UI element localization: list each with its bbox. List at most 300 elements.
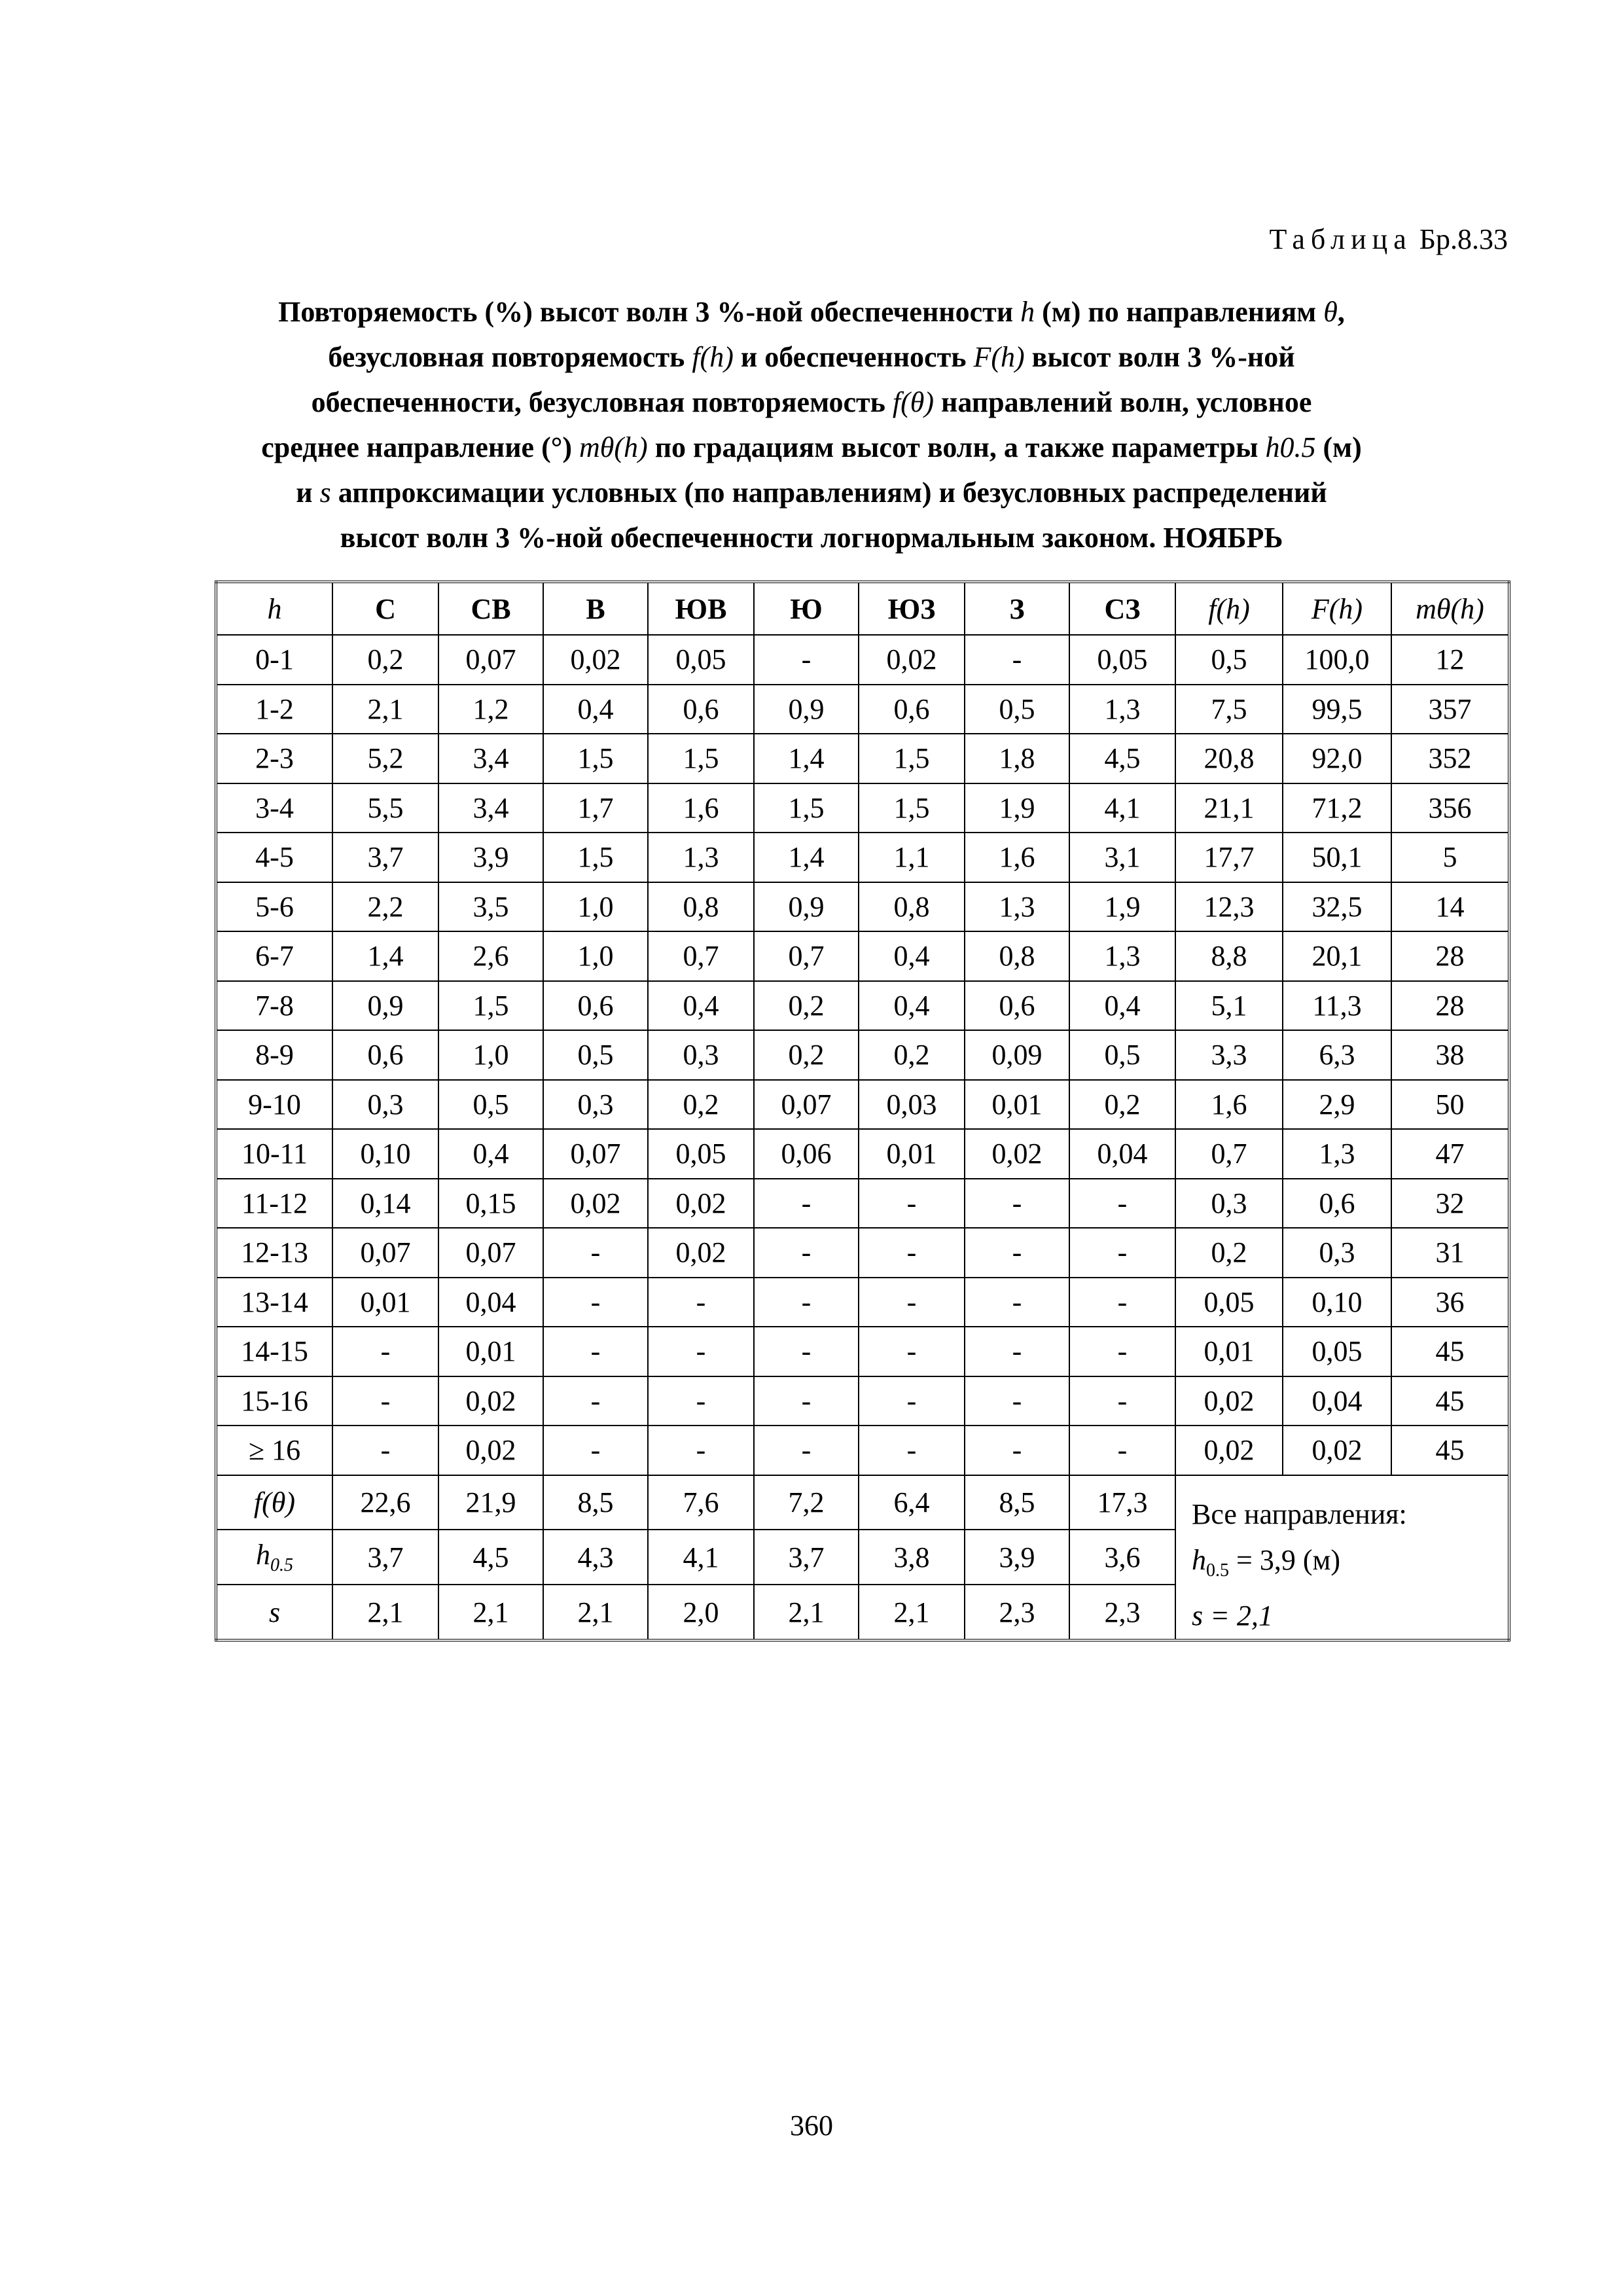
table-cell: - [543,1327,648,1376]
header-cell: СЗ [1069,582,1175,635]
footer-cell: 3,8 [859,1530,965,1585]
title-symbol: f(h) [692,341,734,373]
table-cell: 0,5 [543,1030,648,1080]
title-text: и обеспеченность [733,341,974,373]
table-cell: 0,6 [859,685,965,734]
table-cell: - [859,1228,965,1278]
footer-label: s [216,1585,332,1640]
table-cell: 1,3 [1069,685,1175,734]
table-row [216,882,1509,932]
title-text: и [296,476,320,509]
table-cell: 0,9 [754,685,859,734]
footer-cell: 2,1 [332,1585,438,1640]
table-cell: - [1069,1228,1175,1278]
table-row [216,1278,1509,1327]
table-cell: - [1069,1179,1175,1229]
footer-cell: 6,4 [859,1475,965,1530]
table-cell: 92,0 [1283,734,1391,783]
h-value: = 3,9 [1236,1543,1296,1576]
header-cell: СВ [438,582,543,635]
table-cell: 20,1 [1283,931,1391,981]
table-cell: 0,06 [754,1129,859,1179]
table-cell: 0,02 [543,1179,648,1229]
table-cell: 45 [1391,1376,1509,1426]
table-cell: 0,02 [648,1228,754,1278]
table-cell: 1,5 [859,783,965,833]
table-cell: - [1069,1278,1175,1327]
table-cell: 0,4 [1069,981,1175,1031]
table-row [216,1129,1509,1179]
title-text: по градациям высот волн, а также параметры [647,431,1266,463]
table-cell: 0,3 [543,1080,648,1130]
title-line [216,515,1407,560]
title-text: направлений волн, условное [934,386,1312,418]
header-cell: С [332,582,438,635]
footer-cell: 2,3 [1069,1585,1175,1640]
table-cell: 14 [1391,882,1509,932]
table-cell: 2,2 [332,882,438,932]
table-cell: 0,15 [438,1179,543,1229]
table-cell: 8,8 [1175,931,1283,981]
h-symbol: h [1192,1543,1206,1576]
height-range-cell: 11-12 [216,1179,332,1229]
footer-row-f-theta [216,1475,1509,1530]
table-cell: 0,02 [438,1426,543,1475]
table-cell: 1,3 [1069,931,1175,981]
table-cell: 0,05 [1283,1327,1391,1376]
title-symbol: mθ(h) [579,431,648,463]
table-cell: 0,01 [859,1129,965,1179]
table-cell: 28 [1391,981,1509,1031]
table-cell: 0,3 [332,1080,438,1130]
table-cell: 1,0 [543,882,648,932]
table-cell: 5,1 [1175,981,1283,1031]
table-cell: - [1069,1327,1175,1376]
table-cell: 47 [1391,1129,1509,1179]
table-cell: 4,1 [1069,783,1175,833]
table-cell: 0,02 [543,635,648,685]
table-cell: 0,02 [648,1179,754,1229]
table-cell: 356 [1391,783,1509,833]
table-cell: 3,7 [332,833,438,882]
title-line [216,470,1407,515]
table-row [216,1376,1509,1426]
table-cell: 0,05 [648,1129,754,1179]
table-cell: - [965,1278,1069,1327]
footer-cell: 2,1 [859,1585,965,1640]
table-cell: 0,8 [965,931,1069,981]
table-cell: - [754,1426,859,1475]
all-directions-heading: Все направления: [1192,1498,1407,1530]
table-cell: 0,04 [1283,1376,1391,1426]
table-cell: 0,04 [1069,1129,1175,1179]
title-text: высот волн 3 %-ной обеспеченности логнормальным законом. НОЯБРЬ [340,522,1283,554]
height-range-cell: 6-7 [216,931,332,981]
table-cell: - [648,1376,754,1426]
table-cell: - [1069,1426,1175,1475]
table-body [216,635,1509,1475]
footer-cell: 3,9 [965,1530,1069,1585]
table-cell: 0,05 [1175,1278,1283,1327]
height-range-cell: 7-8 [216,981,332,1031]
table-cell: 21,1 [1175,783,1283,833]
table-cell: 0,6 [332,1030,438,1080]
table-cell: 12,3 [1175,882,1283,932]
table-cell: 11,3 [1283,981,1391,1031]
table-cell: 3,4 [438,734,543,783]
table-cell: 0,01 [438,1327,543,1376]
title-text: Повторяемость (%) высот волн 3 %-ной обеспеченности [278,296,1021,328]
footer-cell: 22,6 [332,1475,438,1530]
title-line [216,380,1407,425]
footer-cell: 2,1 [754,1585,859,1640]
table-cell: 0,6 [648,685,754,734]
table-cell: 0,6 [1283,1179,1391,1229]
table-cell: 1,6 [1175,1080,1283,1130]
table-cell: 1,5 [859,734,965,783]
title-text: высот волн 3 %-ной [1024,341,1295,373]
table-cell: 0,02 [1175,1426,1283,1475]
table-cell: 0,4 [859,981,965,1031]
height-range-cell: 8-9 [216,1030,332,1080]
footer-cell: 7,6 [648,1475,754,1530]
table-cell: 0,2 [648,1080,754,1130]
table-cell: - [754,635,859,685]
height-range-cell: 5-6 [216,882,332,932]
header-cell: ЮЗ [859,582,965,635]
table-cell: 0,2 [1175,1228,1283,1278]
table-cell: 3,3 [1175,1030,1283,1080]
table-cell: 32,5 [1283,882,1391,932]
footer-cell: 2,0 [648,1585,754,1640]
table-row [216,783,1509,833]
table-cell: 0,05 [648,635,754,685]
table-cell: 0,04 [438,1278,543,1327]
table-cell: 50,1 [1283,833,1391,882]
footer-cell: 17,3 [1069,1475,1175,1530]
height-range-cell: 9-10 [216,1080,332,1130]
table-cell: 1,5 [543,734,648,783]
table-cell: 0,7 [754,931,859,981]
table-cell: 1,0 [438,1030,543,1080]
table-cell: 0,01 [1175,1327,1283,1376]
table-cell: 0,4 [438,1129,543,1179]
table-cell: 1,8 [965,734,1069,783]
table-cell: 1,5 [438,981,543,1031]
table-cell: 36 [1391,1278,1509,1327]
height-range-cell: 4-5 [216,833,332,882]
table-cell: - [1069,1376,1175,1426]
footer-cell: 8,5 [965,1475,1069,1530]
table-cell: 1,3 [965,882,1069,932]
footer-cell: 7,2 [754,1475,859,1530]
table-cell: 1,4 [332,931,438,981]
title-symbol: F(h) [973,341,1025,373]
table-cell: 1,2 [438,685,543,734]
table-cell: 2,9 [1283,1080,1391,1130]
table-row [216,635,1509,685]
table-cell: - [859,1179,965,1229]
h-symbol: h [256,1539,270,1571]
table-cell: 0,7 [1175,1129,1283,1179]
table-cell: 0,07 [438,1228,543,1278]
table-cell: - [965,1327,1069,1376]
table-cell: 0,02 [1175,1376,1283,1426]
table-cell: 1,5 [754,783,859,833]
caption-number: Бр.8.33 [1419,223,1508,255]
table-cell: 0,10 [332,1129,438,1179]
table-footer [216,1475,1509,1641]
table-cell: 1,9 [1069,882,1175,932]
height-range-cell: ≥ 16 [216,1426,332,1475]
footer-cell: 3,7 [754,1530,859,1585]
table-cell: - [332,1376,438,1426]
all-directions-summary [1175,1475,1509,1641]
table-cell: - [754,1179,859,1229]
table-cell: 1,1 [859,833,965,882]
table-cell: - [965,1426,1069,1475]
table-cell: 0,2 [332,635,438,685]
table-cell: 2,6 [438,931,543,981]
table-cell: 0,8 [648,882,754,932]
header-cell: В [543,582,648,635]
table-cell: 0,02 [1283,1426,1391,1475]
table-cell: 0,9 [332,981,438,1031]
table-cell: 0,2 [1069,1080,1175,1130]
table-cell: 5,5 [332,783,438,833]
table-cell: 0,03 [859,1080,965,1130]
header-cell: ЮВ [648,582,754,635]
table-cell: - [859,1376,965,1426]
table-cell: 0,7 [648,931,754,981]
caption-word: Таблица [1269,223,1412,255]
table-caption-label [1270,223,1508,256]
title-text: (м) [1315,431,1362,463]
height-range-cell: 13-14 [216,1278,332,1327]
header-cell: F(h) [1283,582,1391,635]
table-cell: 352 [1391,734,1509,783]
table-cell: 3,5 [438,882,543,932]
table-cell: - [754,1376,859,1426]
height-range-cell: 3-4 [216,783,332,833]
footer-cell: 3,7 [332,1530,438,1585]
table-cell: - [859,1278,965,1327]
table-row [216,1228,1509,1278]
table-cell: 0,4 [859,931,965,981]
header-cell: f(h) [1175,582,1283,635]
table-cell: 0,07 [332,1228,438,1278]
table-cell: 20,8 [1175,734,1283,783]
table-cell: 0,4 [543,685,648,734]
table-cell: 99,5 [1283,685,1391,734]
table-header-row [216,582,1509,635]
table-cell: 100,0 [1283,635,1391,685]
table-cell: - [754,1278,859,1327]
table-cell: 1,0 [543,931,648,981]
h-subscript: 0.5 [270,1555,293,1576]
table-cell: 0,5 [1069,1030,1175,1080]
table-cell: 1,6 [648,783,754,833]
table-cell: 17,7 [1175,833,1283,882]
table-row [216,931,1509,981]
table-cell: 5,2 [332,734,438,783]
title-line [216,289,1407,334]
table-cell: 0,3 [1175,1179,1283,1229]
table-cell: 0,2 [754,1030,859,1080]
footer-cell: 2,1 [438,1585,543,1640]
title-symbol: h [1020,296,1035,328]
all-directions-s: s = 2,1 [1192,1600,1273,1632]
title-symbol: f(θ) [892,386,935,418]
table-row [216,734,1509,783]
title-text: аппроксимации условных (по направлениям) и безусловных распределений [330,476,1327,509]
table-cell: - [965,1179,1069,1229]
all-directions-h05 [1192,1537,1508,1594]
footer-cell: 4,3 [543,1530,648,1585]
footer-label [216,1530,332,1585]
footer-cell: 4,1 [648,1530,754,1585]
table-cell: 0,4 [648,981,754,1031]
table-cell: - [754,1228,859,1278]
height-range-cell: 15-16 [216,1376,332,1426]
table-cell: 0,5 [1175,635,1283,685]
table-cell: 1,3 [648,833,754,882]
table-cell: 0,3 [1283,1228,1391,1278]
h-unit: (м) [1302,1543,1340,1576]
table-cell: 0,01 [965,1080,1069,1130]
table-cell: 0,02 [859,635,965,685]
table-cell: 0,09 [965,1030,1069,1080]
header-cell: З [965,582,1069,635]
footer-cell: 4,5 [438,1530,543,1585]
height-range-cell: 2-3 [216,734,332,783]
table-cell: - [648,1278,754,1327]
table-cell: - [648,1426,754,1475]
table-cell: 0,3 [648,1030,754,1080]
table-cell: - [543,1426,648,1475]
table-cell: - [332,1426,438,1475]
title-symbol: s [319,476,331,509]
h-subscript: 0.5 [1206,1560,1229,1581]
header-cell: Ю [754,582,859,635]
table-cell: 0,9 [754,882,859,932]
table-cell: 0,2 [754,981,859,1031]
table-cell: 32 [1391,1179,1509,1229]
table-cell: - [965,635,1069,685]
header-cell: h [216,582,332,635]
table-row [216,685,1509,734]
table-row [216,1426,1509,1475]
table-cell: 0,02 [438,1376,543,1426]
table-cell: - [859,1426,965,1475]
table-cell: 0,10 [1283,1278,1391,1327]
title-text: безусловная повторяемость [328,341,692,373]
table-cell: 0,6 [543,981,648,1031]
title-symbol: h0.5 [1265,431,1316,463]
table-cell: - [543,1228,648,1278]
table-cell: 0,2 [859,1030,965,1080]
table-cell: 0,02 [965,1129,1069,1179]
footer-cell: 21,9 [438,1475,543,1530]
table-cell: - [543,1278,648,1327]
height-range-cell: 0-1 [216,635,332,685]
table-cell: 0,07 [438,635,543,685]
table-row [216,981,1509,1031]
table-cell: - [648,1327,754,1376]
table-cell: - [543,1376,648,1426]
table-title [216,289,1407,560]
table-cell: 45 [1391,1327,1509,1376]
table-cell: 2,1 [332,685,438,734]
table-cell: 7,5 [1175,685,1283,734]
footer-label: f(θ) [216,1475,332,1530]
table-cell: - [332,1327,438,1376]
table-cell: 3,1 [1069,833,1175,882]
table-cell: 28 [1391,931,1509,981]
table-cell: 3,9 [438,833,543,882]
title-line [216,425,1407,470]
table-row [216,833,1509,882]
table-cell: 1,4 [754,833,859,882]
table-cell: 1,7 [543,783,648,833]
table-cell: 0,07 [754,1080,859,1130]
footer-cell: 2,1 [543,1585,648,1640]
table-cell: - [754,1327,859,1376]
table-row [216,1080,1509,1130]
table-cell: - [859,1327,965,1376]
table-cell: 1,6 [965,833,1069,882]
height-range-cell: 14-15 [216,1327,332,1376]
table-cell: 38 [1391,1030,1509,1080]
table-cell: 1,5 [648,734,754,783]
table-row [216,1030,1509,1080]
table-row [216,1179,1509,1229]
title-text: (м) по направлениям [1035,296,1324,328]
table-cell: 0,5 [438,1080,543,1130]
table-cell: 0,07 [543,1129,648,1179]
header-cell: mθ(h) [1391,582,1509,635]
title-text: обеспеченности, безусловная повторяемость [311,386,893,418]
table-cell: 1,5 [543,833,648,882]
table-cell: 6,3 [1283,1030,1391,1080]
wave-height-table [215,581,1510,1641]
table-cell: 0,14 [332,1179,438,1229]
title-text: , [1337,296,1345,328]
title-symbol: θ [1323,296,1338,328]
table-row [216,1327,1509,1376]
table-cell: 0,05 [1069,635,1175,685]
table-cell: 12 [1391,635,1509,685]
table-cell: 1,9 [965,783,1069,833]
table-cell: - [965,1376,1069,1426]
table-cell: 50 [1391,1080,1509,1130]
footer-cell: 3,6 [1069,1530,1175,1585]
table-cell: 1,4 [754,734,859,783]
table-cell: 0,8 [859,882,965,932]
table-cell: 5 [1391,833,1509,882]
table-cell: 0,5 [965,685,1069,734]
table-cell: 3,4 [438,783,543,833]
table-cell: 357 [1391,685,1509,734]
title-text: среднее направление (°) [261,431,579,463]
table-cell: 45 [1391,1426,1509,1475]
table-cell: - [965,1228,1069,1278]
page-number: 360 [790,2109,833,2142]
height-range-cell: 1-2 [216,685,332,734]
footer-cell: 2,3 [965,1585,1069,1640]
table-cell: 1,3 [1283,1129,1391,1179]
table-cell: 0,6 [965,981,1069,1031]
